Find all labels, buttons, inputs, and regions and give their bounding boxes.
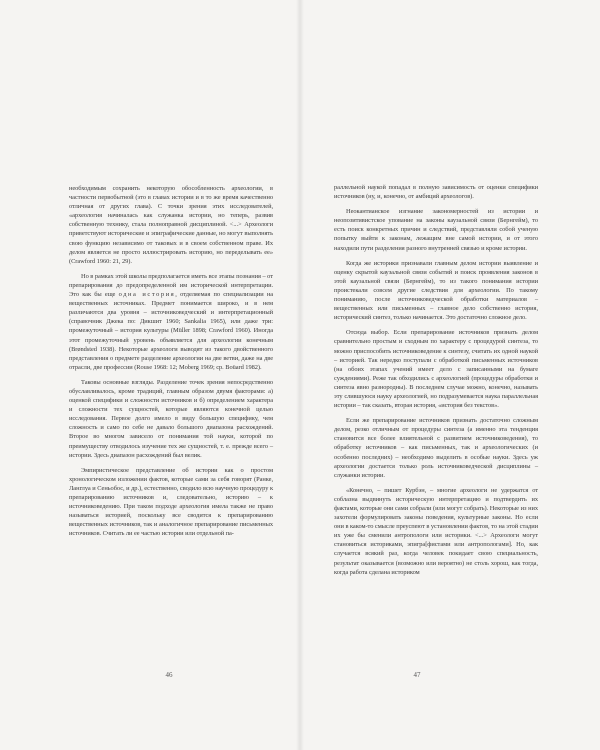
right-page [300,0,600,750]
left-page-text [69,184,273,538]
paragraph: «Конечно, – пишет Курбэн, – многие археологи не удержатся от соблазна выдвинуть историческую интерпретацию и подтвердить их фактами, которые они сами собрали (или могут собрать). Некоторые из них захотели формулировать законы поведения, культурные законы. Но если они в каком-то смысле преуспеют в установлении фактов, то на этой стадии их уже бы сменили антропологи или историки. <...> Археологи могут становиться историками, эпигра[фистами или антропологами]. Но, как случается всякий раз, когда человек покидает свою специальность, результат оказывается (возможно или вероятно) не столь хорош, как тогда, когда работа сделана историком [334,486,538,576]
spaced-emphasis: одна история [118,291,176,299]
paragraph: Отсюда выбор. Если препарирование источников признать делом сравнительно простым и сходным по характеру с процедурой синтеза, то можно приспособить источниковедение к синтезу, считать их одной наукой – историей. Так нередко поступали с обработкой письменных источников (на обоих этапах учений имеет дело с записанными на бумаге суждениями). Реже так обходились с археологией (процедуры обработки и синтеза явно разнородны). В последнем случае можно, конечно, называть эту слившуюся науку археологией, но подразумевается наука параллельная истории – так сказать, вторая история, «история без текстов». [334,329,538,410]
paragraph: раллельной наукой попадал в полную зависимость от оценки специфики источников (ну, и, конечно, от амбиций археологов). [334,184,538,201]
paragraph: Эмпиристическое представление об истории как о простом хронологическом изложении фактов, которые сами за себя говорят (Ранке, Ланглуа и Сеньобос, и др.), естественно, сводило всю научную процедуру к препарированию источников и, следовательно, историю – к источниковедению. При таком подходе археология имела также не право называться историей, поскольку все сводится к препарированию вещественных источников, так и аналогичное препарирование письменных источников. Считать ли ее частью истории или отдельной па- [69,466,273,538]
paragraph-text: , отделяемая по специализации на вещественных источниках. Предмет понимается широко, и в нем различаются два уровня – источниковедческий и интерпретационный (справочник Джека по: Дикшит 1960; Sankalia 1965), или даже три: промежуточный – история культуры (Müller 1898; Crawford 1960). Иногда этот промежуточный уровень объявляется для археологии конечным (Brøndsted 1938). Некоторые археологи выводят из такого двойственного представления о предмете разделение археологии на две ветви, даже на две отрасли, две профессии (Rouse 1968: 12; Moberg 1969; cp. Boüard 1982). [69,291,273,371]
page-number: 47 [413,671,421,679]
paragraph: Неокантианское изгнание закономерностей из истории и неопозитивистское упование на законы каузальной связи (Бернгейм), то есть поиск конкретных причин и следствий, представляли собой ученую попытку выйти к законам, лежащим вне самой истории, и от этого находили пути разделения разного внутренней связью и кроме истории. [334,208,538,252]
paragraph: Когда же историки признавали главным делом истории выявление и оценку скрытой каузальной связи событий и поиск проявления законов в этой каузальной связи (Бернгейм), то из такого понимания истории проистекали совсем другие следствия для археологии. По такому пониманию, после источниковедческой обработки материалов – вещественных или письменных – главное дело собственно история, исторический синтез, только начинается. Это достаточно сложное дело. [334,259,538,322]
paragraph: Таковы основные взгляды. Разделение точек зрения непосредственно обуславливалось, кроме традиций, главным образом двумя факторами: а) оценкой специфики и сложности источников и б) определением характера и сложности тех сущностей, которые являются конечной целью исследования. Первое долго имело в виду большую специфику, чем сложность и само по себе не давало большого диапазона расхождений. Второе во многом зависело от понимания той науки, которой по преимуществу отводилось изучение тех же сущностей, т. е. прежде всего – истории. Здесь диапазон расхождений был велик. [69,378,273,459]
paragraph: Если же препарирование источников признать достаточно сложным делом, резко отличным от процедуры синтеза (а именно эта тенденция становится все более влиятельной с развитием источниковедения), то обработку источников – как письменных, так и археологических (и особенно последних) – необходимо выделить в особые науки. Здесь уж археологии достается только роль источниковедческой дисциплины – служанки истории. [334,417,538,479]
paragraph-text: Но в рамках этой школы предполагается иметь все этапы познания – от препарирования до предопределенной им исторической интерпретации. Это как бы еще [69,272,273,299]
paragraph [69,272,273,372]
right-page-text [334,183,538,577]
paragraph: необходимым сохранить некоторую обособленность археологии, в частности первобытной (это в главах истории и в то же время качественно отличная от других глава). С точки зрения этих исследователей, «археология начиналась как служанка истории, но теперь, развив собственную технику, стала полноправной дисциплиной. <...> Археологи приветствуют исторические и эпиграфические данные, но могут выполнять свою функцию независимо от таковых и в своем собственном праве. Их делом является не просто иллюстрировать историю, но переделывать ее» (Crawford 1960: 21, 29). [69,185,273,265]
page-number: 46 [165,671,173,679]
